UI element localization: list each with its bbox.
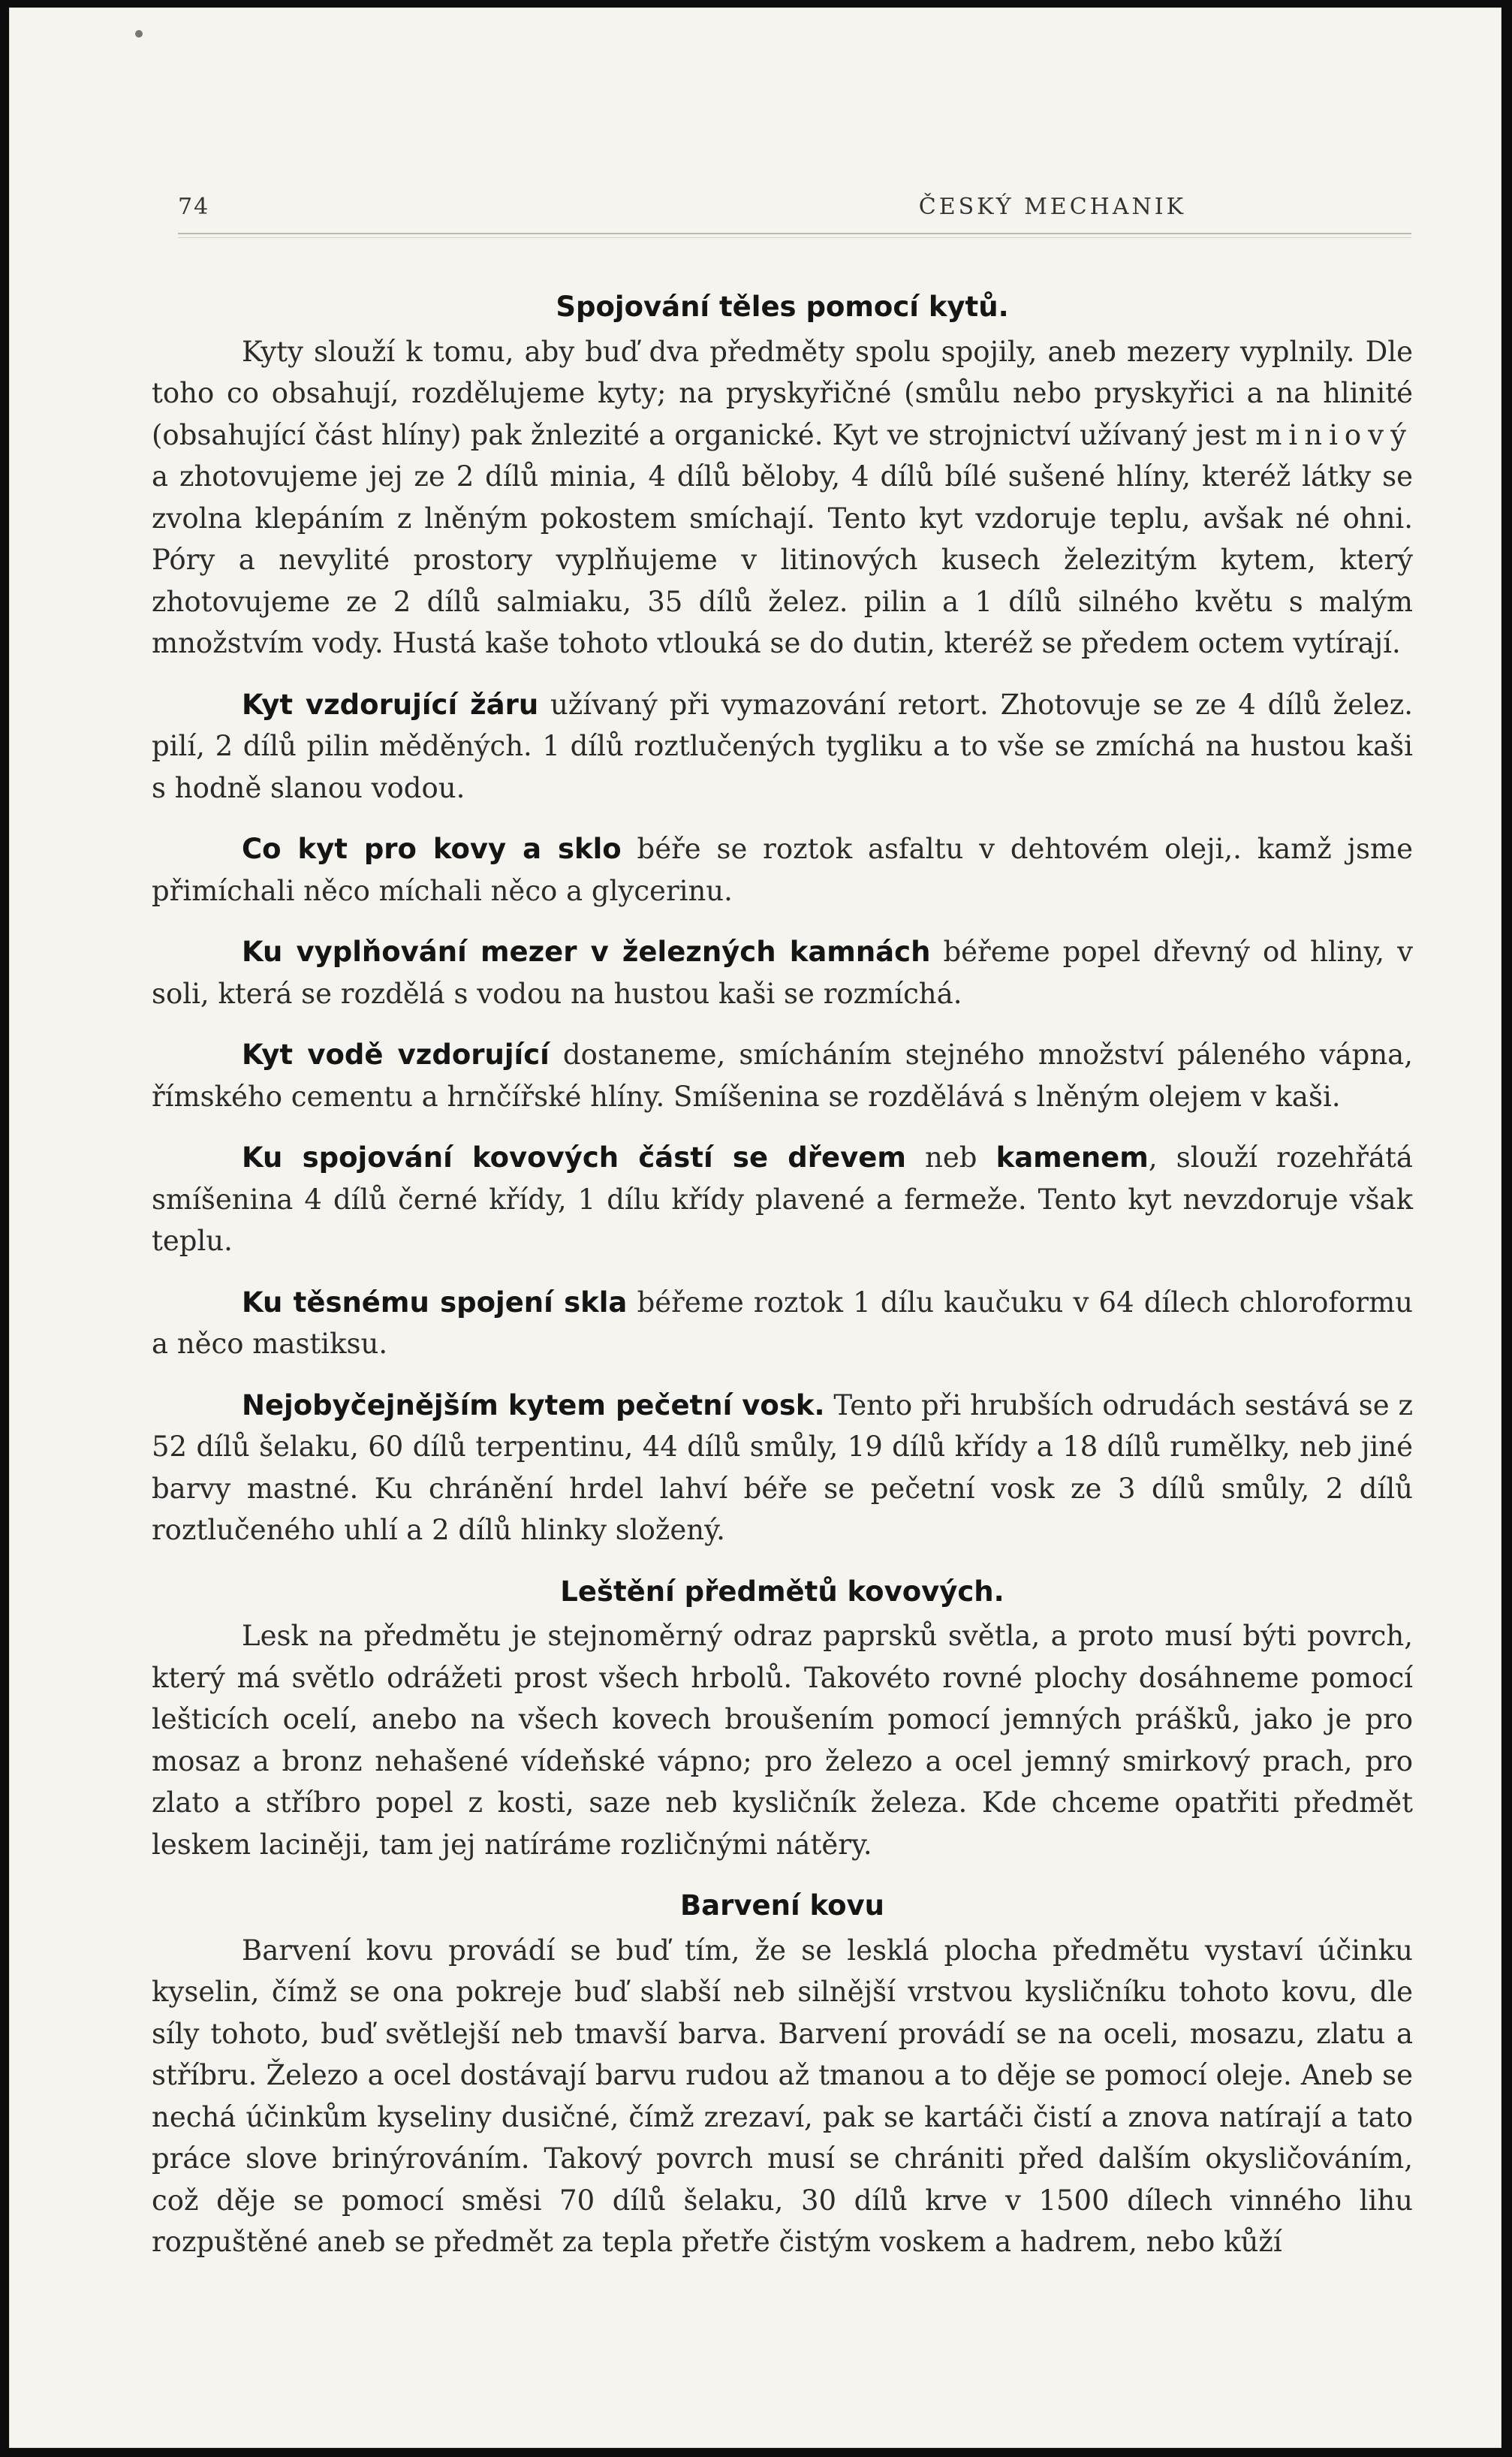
scan-speck (135, 30, 143, 38)
running-title: ČESKÝ MECHANIK (918, 194, 1186, 220)
section-heading-coloring: Barvení kovu (679, 1889, 885, 1922)
header-rule (178, 233, 1411, 238)
paragraph-stove: Ku vyplňování mezer v železných kamnách béřeme popel dřevný od hliny, v soli, která se rozdělá s vodou na hustou kaši se rozmíchá. (152, 936, 1413, 1010)
lead-sealing-wax: Nejobyčejnějším kytem pečetní vosk. (242, 1388, 825, 1421)
paragraph-wood-joining: Ku spojování kovových částí se dřevem neb kamenem, slouží rozehřátá smíšenina 4 dílů černé křídy, 1 dílu křídy plavené a fermeže. Tento kyt nevzdoruje však teplu. (152, 1141, 1413, 1257)
paragraph-sealing-wax: Nejobyčejnějším kytem pečetní vosk. Tento při hrubších odrudách sestává se z 52 dílů šelaku, 60 dílů terpentinu, 44 dílů smůly, 19 dílů křídy a 18 dílů rumělky, neb jiné barvy mastné. Ku chránění hrdel lahví béře se pečetní vosk ze 3 dílů smůly, 2 dílů roztlučeného uhlí a 2 dílů hlinky složený. (152, 1388, 1413, 1546)
page-number: 74 (178, 194, 210, 220)
lead-metal-glass: Co kyt pro kovy a sklo (242, 833, 622, 865)
lead-glass-seal: Ku těsnému spojení skla (242, 1286, 628, 1319)
paragraph-metal-glass: Co kyt pro kovy a sklo béře se roztok asfaltu v dehtovém oleji,. kamž jsme přimíchali něco míchali něco a glycerinu. (152, 833, 1414, 907)
running-header (178, 194, 1411, 220)
paragraph-coloring: Barvení kovu provádí se buď tím, že se lesklá plocha předmětu vystaví účinku kyselin, čímž se ona pokreje buď slabší neb silnější vrstvou kysličníku tohoto kovu, dle síly tohoto, buď světlejší neb tmavší barva. Barvení provádí se na oceli, mosazu, zlatu a stříbru. Železo a ocel dostávají barvu rudou až tmanou a to děje se pomocí oleje. Aneb se nechá účinkům kyseliny dusičné, čímž zrezaví, pak se kartáči čistí a znova natírají a tato práce slove brinýrováním. Takový povrch musí se chrániti před dalším okysličováním, což děje se pomocí směsi 70 dílů šelaku, 30 dílů krve v 1500 dílech vinného lihu rozpuštěné aneb se předmět za tepla přetře čistým voskem a hadrem, nebo kůží (152, 1934, 1413, 2258)
page-body (152, 282, 1413, 2263)
document-page (9, 8, 1501, 2448)
lead-water-resistant: Kyt vodě vzdorující (242, 1039, 550, 1071)
paragraph-glass-seal: Ku těsnému spojení skla béřeme roztok 1 dílu kaučuku v 64 dílech chloroformu a něco mastiksu. (152, 1286, 1413, 1360)
spaced-term: miniový (1255, 418, 1413, 451)
lead-heat-putty: Kyt vzdorující žáru (242, 688, 539, 721)
lead-wood-joining: Ku spojování kovových částí se dřevem (242, 1141, 906, 1174)
lead-stone: kamenem (995, 1141, 1149, 1174)
section-heading-joining: Spojování těles pomocí kytů. (556, 291, 1009, 323)
paragraph-joining: Kyty slouží k tomu, aby buď dva předměty spolu spojily, aneb mezery vyplnily. Dle toho co obsahují, rozdělujeme kyty; na pryskyřičné (smůlu nebo pryskyřici a na hlinité (obsahující část hlíny) pak žnlezité a organické. Kyt ve strojnictví užívaný jest miniový a zhotovujeme jej ze 2 dílů minia, 4 dílů běloby, 4 dílů bílé sušené hlíny, kteréž látky se zvolna klepáním z lněným pokostem smíchají. Tento kyt vzdoruje teplu, avšak né ohni. Póry a nevylité prostory vyplňujeme v litinových kusech železitým kytem, který zhotovujeme ze 2 dílů salmiaku, 35 dílů želez. pilin a 1 dílů silného květu s malým množstvím vody. Hustá kaše tohoto vtlouká se do dutin, kteréž se předem octem vytírají. (152, 335, 1413, 659)
paragraph-heat-putty: Kyt vzdorující žáru užívaný při vymazování retort. Zhotovuje se ze 4 dílů želez. pilí, 2 dílů pilin měděných. 1 dílů roztlučených tygliku a to vše se zmíchá na hustou kaši s hodně slanou vodou. (152, 688, 1413, 804)
paragraph-polishing: Lesk na předmětu je stejnoměrný odraz paprsků světla, a proto musí býti povrch, který má světlo odrážeti prost všech hrbolů. Takovéto rovné plochy dosáhneme pomocí lešticích ocelí, anebo na všech kovech broušením pomocí jemných prášků, jako je pro mosaz a bronz nehašené vídeňské vápno; pro železo a ocel jemný smirkový prach, pro zlato a stříbro popel z kosti, saze neb kysličník železa. Kde chceme opatřiti předmět leskem laciněji, tam jej natíráme rozličnými nátěry. (152, 1620, 1413, 1861)
paragraph-water-resistant: Kyt vodě vzdorující dostaneme, smícháním stejného množství páleného vápna, římského cementu a hrnčířské hlíny. Smíšenina se rozdělává s lněným olejem v kaši. (152, 1039, 1413, 1113)
section-heading-polishing: Leštění předmětů kovových. (560, 1575, 1004, 1608)
lead-stove: Ku vyplňování mezer v železných kamnách (242, 936, 931, 968)
